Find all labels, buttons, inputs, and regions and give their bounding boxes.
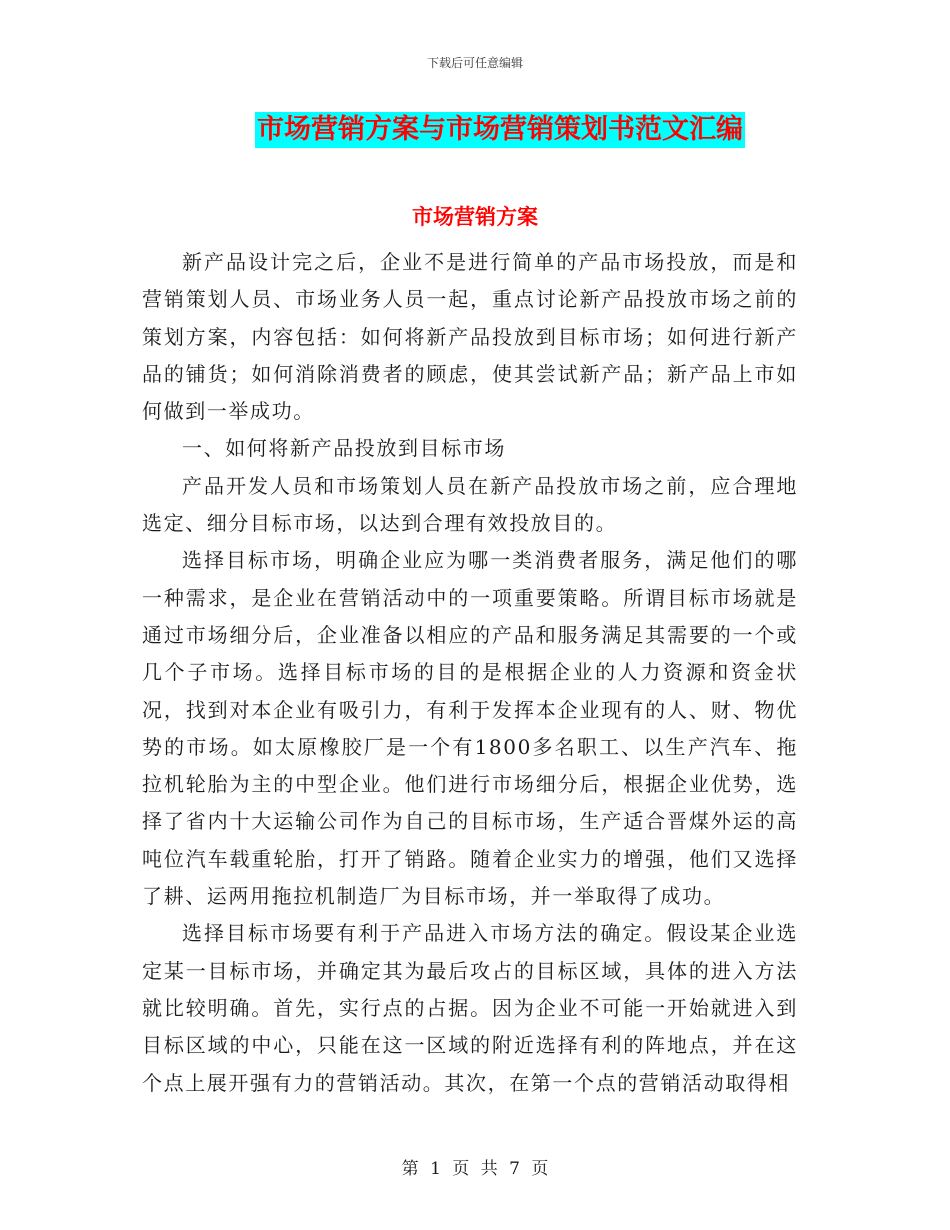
paragraph: 新产品设计完之后，企业不是进行简单的产品市场投放，而是和营销策划人员、市场业务人员一起，重点讨论新产品投放市场之前的策划方案，内容包括：如何将新产品投放到目标市场；如何进行新产品的铺货；如何消除消费者的顾虑，使其尝试新产品；新产品上市如何做到一举成功。 xyxy=(142,250,798,424)
document-title: 市场营销方案与市场营销策划书范文汇编 xyxy=(255,112,745,148)
paragraph: 选择目标市场要有利于产品进入市场方法的确定。假设某企业选定某一目标市场，并确定其为最后攻占的目标区域，具体的进入方法就比较明确。首先，实行点的占据。因为企业不可能一开始就进入到目标区域的中心，只能在这一区域的附近选择有利的阵地点，并在这个点上展开强有力的营销活动。其次，在第一个点的营销活动取得相 xyxy=(142,921,798,1095)
paragraph: 选择目标市场，明确企业应为哪一类消费者服务，满足他们的哪一种需求，是企业在营销活动中的一项重要策略。所谓目标市场就是通过市场细分后，企业准备以相应的产品和服务满足其需要的一个或几个子市场。选择目标市场的目的是根据企业的人力资源和资金状况，找到对本企业有吸引力，有利于发挥本企业现有的人、财、物优势的市场。如太原橡胶厂是一个有1800多名职工、以生产汽车、拖拉机轮胎为主的中型企业。他们进行市场细分后，根据企业优势，选择了省内十大运输公司作为自己的目标市场，生产适合晋煤外运的高吨位汽车载重轮胎，打开了销路。随着企业实力的增强，他们又选择了耕、运两用拖拉机制造厂为目标市场，并一举取得了成功。 xyxy=(142,548,798,909)
document-title-container xyxy=(0,112,950,148)
page-number: 第 1 页 共 7 页 xyxy=(401,1159,549,1179)
paragraph: 产品开发人员和市场策划人员在新产品投放市场之前，应合理地选定、细分目标市场，以达到合理有效投放目的。 xyxy=(142,473,798,536)
page-header-note: 下载后可任意编辑 xyxy=(426,56,523,70)
document-body xyxy=(142,244,798,1102)
section-title: 市场营销方案 xyxy=(412,204,538,229)
paragraph: 一、如何将新产品投放到目标市场 xyxy=(182,436,506,461)
